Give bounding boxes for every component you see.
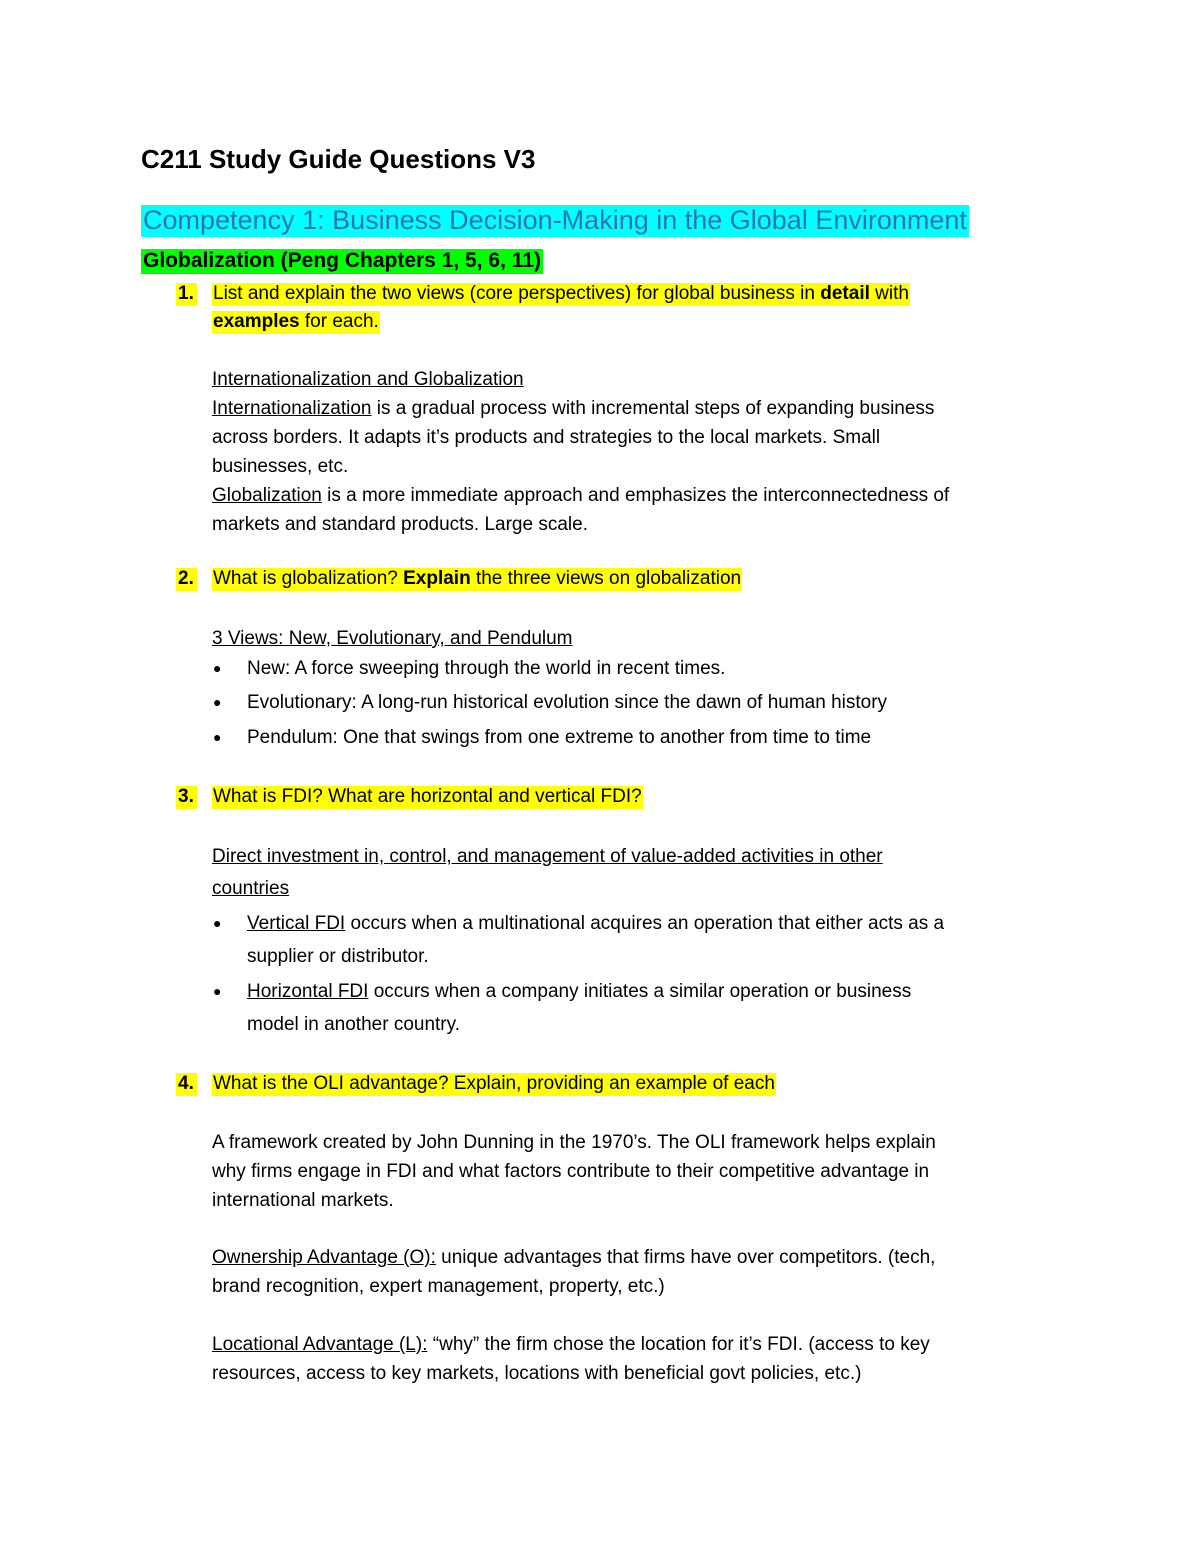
answer-1-line-4: Globalization is a more immediate approach and emphasizes the interconnectedness of	[212, 485, 950, 506]
question-2-number: 2.	[176, 568, 197, 590]
answer-3-bullet-2-line-1: Horizontal FDI occurs when a company initiates a similar operation or business	[247, 981, 912, 1002]
section-heading-text: Globalization (Peng Chapters 1, 5, 6, 11)	[143, 249, 541, 272]
bullet-icon: ●	[213, 660, 222, 676]
answer-1-line-1: Internationalization is a gradual process with incremental steps of expanding business	[212, 398, 935, 419]
answer-2-heading: 3 Views: New, Evolutionary, and Pendulum	[212, 628, 573, 649]
answer-4-line-2: why firms engage in FDI and what factors contribute to their competitive advantage in	[212, 1161, 930, 1182]
question-3-text: What is FDI? What are horizontal and vertical FDI?	[213, 786, 642, 807]
question-4-text: What is the OLI advantage? Explain, providing an example of each	[213, 1073, 775, 1094]
bullet-icon: ●	[213, 729, 222, 745]
answer-1-line-3: businesses, etc.	[212, 456, 349, 477]
answer-3-heading-line-2: countries	[212, 878, 290, 899]
section-heading	[141, 249, 543, 273]
competency-heading-text: Competency 1: Business Decision-Making in the Global Environment	[143, 205, 967, 235]
locational-line-2: resources, access to key markets, locations with beneficial govt policies, etc.)	[212, 1363, 862, 1384]
answer-3-heading-line-1: Direct investment in, control, and management of value-added activities in other	[212, 846, 883, 867]
question-3-number: 3.	[176, 786, 197, 808]
bullet-icon: ●	[213, 983, 222, 999]
answer-4-locational	[212, 1330, 930, 1388]
answer-1-heading: Internationalization and Globalization	[212, 369, 524, 390]
answer-4	[212, 1128, 936, 1215]
answer-1-line-2: across borders. It adapts it’s products and strategies to the local markets. Small	[212, 427, 881, 448]
answer-4-ownership	[212, 1243, 935, 1301]
answer-4-line-1: A framework created by John Dunning in the 1970’s. The OLI framework helps explain	[212, 1132, 936, 1153]
answer-1	[212, 365, 949, 539]
answer-1-line-5: markets and standard products. Large scale.	[212, 514, 588, 535]
answer-2-bullet-1: New: A force sweeping through the world in recent times.	[247, 658, 726, 679]
ownership-line-1: Ownership Advantage (O): unique advantages that firms have over competitors. (tech,	[212, 1247, 936, 1268]
bullet-icon: ●	[213, 694, 222, 710]
question-1-line-1: List and explain the two views (core perspectives) for global business in detail with	[213, 283, 909, 304]
ownership-line-2: brand recognition, expert management, property, etc.)	[212, 1276, 665, 1297]
question-1-line-2: examples for each.	[213, 311, 379, 332]
answer-2-bullet-3: Pendulum: One that swings from one extreme to another from time to time	[247, 727, 872, 748]
answer-3-bullet-1-line-2: supplier or distributor.	[247, 946, 429, 967]
competency-heading	[141, 205, 969, 236]
answer-4-line-3: international markets.	[212, 1190, 394, 1211]
answer-3-bullet-1-line-1: Vertical FDI occurs when a multinational acquires an operation that either acts as a	[247, 913, 945, 934]
answer-2-bullet-2: Evolutionary: A long-run historical evolution since the dawn of human history	[247, 692, 888, 713]
question-2-text: What is globalization? Explain the three views on globalization	[213, 568, 742, 589]
bullet-icon: ●	[213, 915, 222, 931]
locational-line-1: Locational Advantage (L): “why” the firm chose the location for it’s FDI. (access to key	[212, 1334, 930, 1355]
question-1-number: 1.	[176, 283, 197, 305]
document-title: C211 Study Guide Questions V3	[141, 144, 536, 174]
answer-3-bullet-2-line-2: model in another country.	[247, 1014, 460, 1035]
question-4-number: 4.	[176, 1073, 197, 1095]
